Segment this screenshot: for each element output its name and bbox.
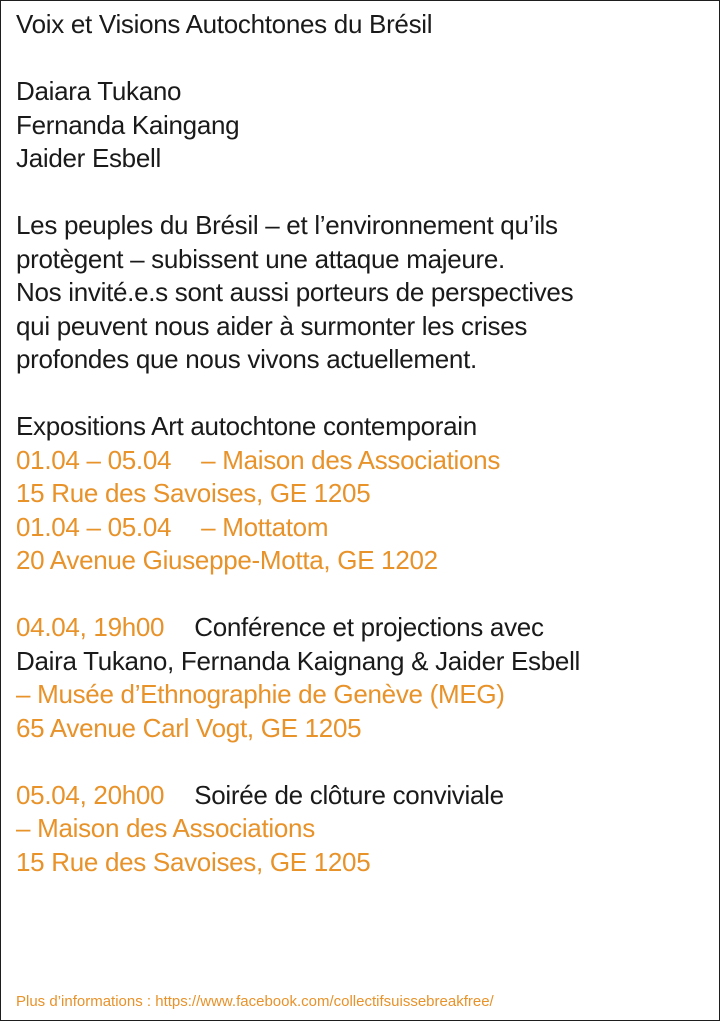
spacer — [16, 578, 712, 612]
artist-name: Jaider Esbell — [16, 143, 161, 173]
exhibition-date-venue — [16, 511, 712, 545]
artist-name: Daiara Tukano — [16, 76, 182, 106]
spacer — [16, 377, 712, 411]
exhibition-venue: – Maison des Associations — [201, 444, 501, 475]
closing-venue: – Maison des Associations — [16, 813, 315, 843]
spacer — [16, 745, 712, 779]
exhibition-dates: 01.04 – 05.04 — [16, 444, 172, 475]
intro-line: Nos invité.e.s sont aussi porteurs de perspectives — [16, 277, 574, 307]
flyer-body — [16, 8, 712, 879]
footer-more-info: Plus d’informations : https://www.facebook.com/collectifsuissebreakfree/ — [16, 993, 494, 1010]
conference-when: 04.04, 19h00 — [16, 612, 165, 642]
conference-speakers: Daira Tukano, Fernanda Kaignang & Jaider Esbell — [16, 645, 581, 676]
exhibition-dates: 01.04 – 05.04 — [16, 511, 172, 542]
exhibition-date-venue — [16, 444, 712, 478]
intro-line: Les peuples du Brésil – et l’environnement qu’ils — [16, 210, 558, 240]
closing-when: 05.04, 20h00 — [16, 779, 165, 810]
intro-line: profondes que nous vivons actuellement. — [16, 344, 477, 374]
conference-address: 65 Avenue Carl Vogt, GE 1205 — [16, 712, 362, 743]
closing-description: Soirée de clôture conviviale — [194, 779, 504, 810]
exhibition-address: 15 Rue des Savoises, GE 1205 — [16, 478, 371, 508]
intro-line: protègent – subissent une attaque majeure. — [16, 243, 505, 274]
conference-description: Conférence et projections avec — [194, 612, 544, 642]
closing-address: 15 Rue des Savoises, GE 1205 — [16, 846, 371, 877]
artist-name: Fernanda Kaingang — [16, 109, 240, 140]
conference-line — [16, 611, 712, 645]
spacer — [16, 176, 712, 210]
spacer — [16, 42, 712, 76]
exhibition-address: 20 Avenue Giuseppe-Motta, GE 1202 — [16, 545, 438, 575]
exhibition-venue: – Mottatom — [201, 511, 329, 542]
flyer-title: Voix et Visions Autochtones du Brésil — [16, 9, 433, 39]
intro-line: qui peuvent nous aider à surmonter les crises — [16, 310, 528, 341]
conference-venue: – Musée d’Ethnographie de Genève (MEG) — [16, 679, 505, 709]
exhibitions-heading: Expositions Art autochtone contemporain — [16, 411, 477, 441]
closing-line — [16, 779, 712, 813]
